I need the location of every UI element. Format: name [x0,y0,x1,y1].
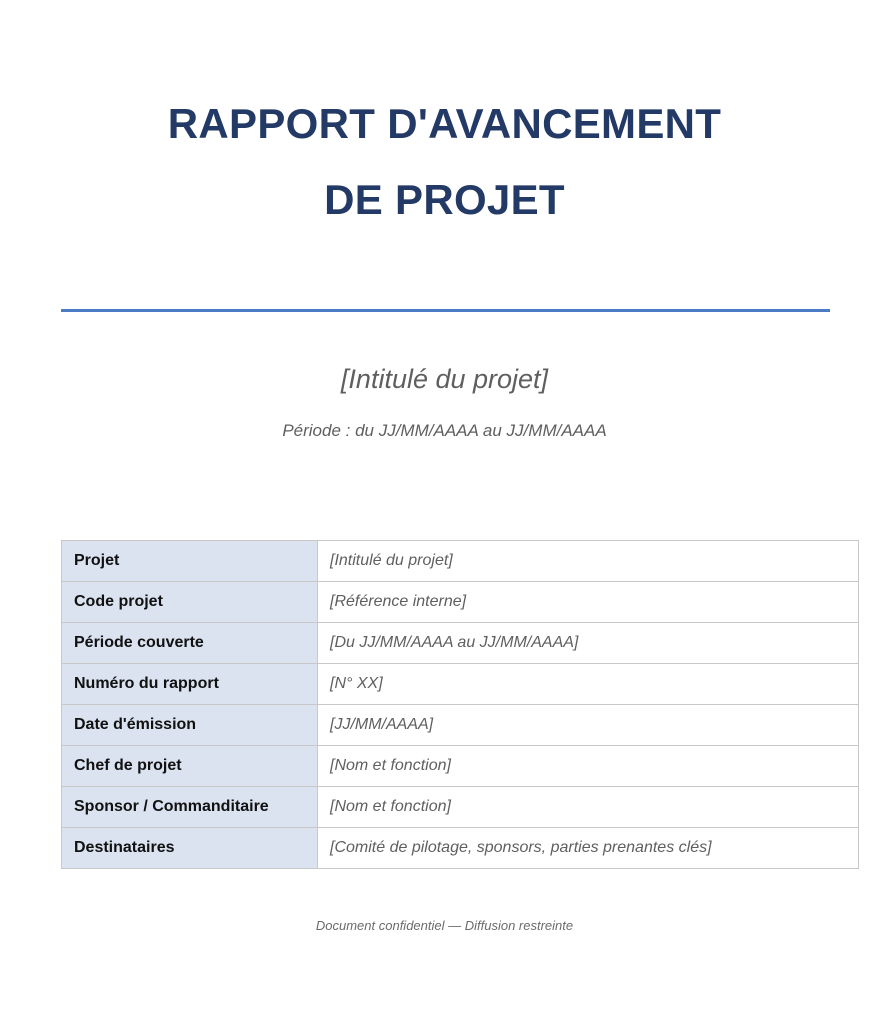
table-row [62,705,859,746]
project-info-table [61,540,859,869]
project-name-placeholder: [Intitulé du projet] [340,364,549,394]
row-value: [Référence interne] [318,582,859,623]
row-label: Période couverte [62,623,318,664]
row-label: Destinataires [62,828,318,869]
row-label: Chef de projet [62,746,318,787]
row-value: [Nom et fonction] [318,787,859,828]
table-row [62,582,859,623]
row-label: Date d'émission [62,705,318,746]
row-label: Sponsor / Commanditaire [62,787,318,828]
table-row [62,623,859,664]
row-value: [Comité de pilotage, sponsors, parties prenantes clés] [318,828,859,869]
row-value: [Nom et fonction] [318,746,859,787]
table-row [62,541,859,582]
row-value: [Du JJ/MM/AAAA au JJ/MM/AAAA] [318,623,859,664]
title-divider [61,309,830,312]
table-row [62,828,859,869]
row-label: Projet [62,541,318,582]
table-row [62,787,859,828]
table-row [62,746,859,787]
row-value: [JJ/MM/AAAA] [318,705,859,746]
row-label: Code projet [62,582,318,623]
table-row [62,664,859,705]
document-title-line-1: RAPPORT D'AVANCEMENT [167,100,722,147]
period-line: Période : du JJ/MM/AAAA au JJ/MM/AAAA [282,421,607,440]
row-value: [Intitulé du projet] [318,541,859,582]
confidentiality-footer: Document confidentiel — Diffusion restreinte [315,918,574,933]
row-value: [N° XX] [318,664,859,705]
row-label: Numéro du rapport [62,664,318,705]
document-title-line-2: DE PROJET [324,176,565,223]
